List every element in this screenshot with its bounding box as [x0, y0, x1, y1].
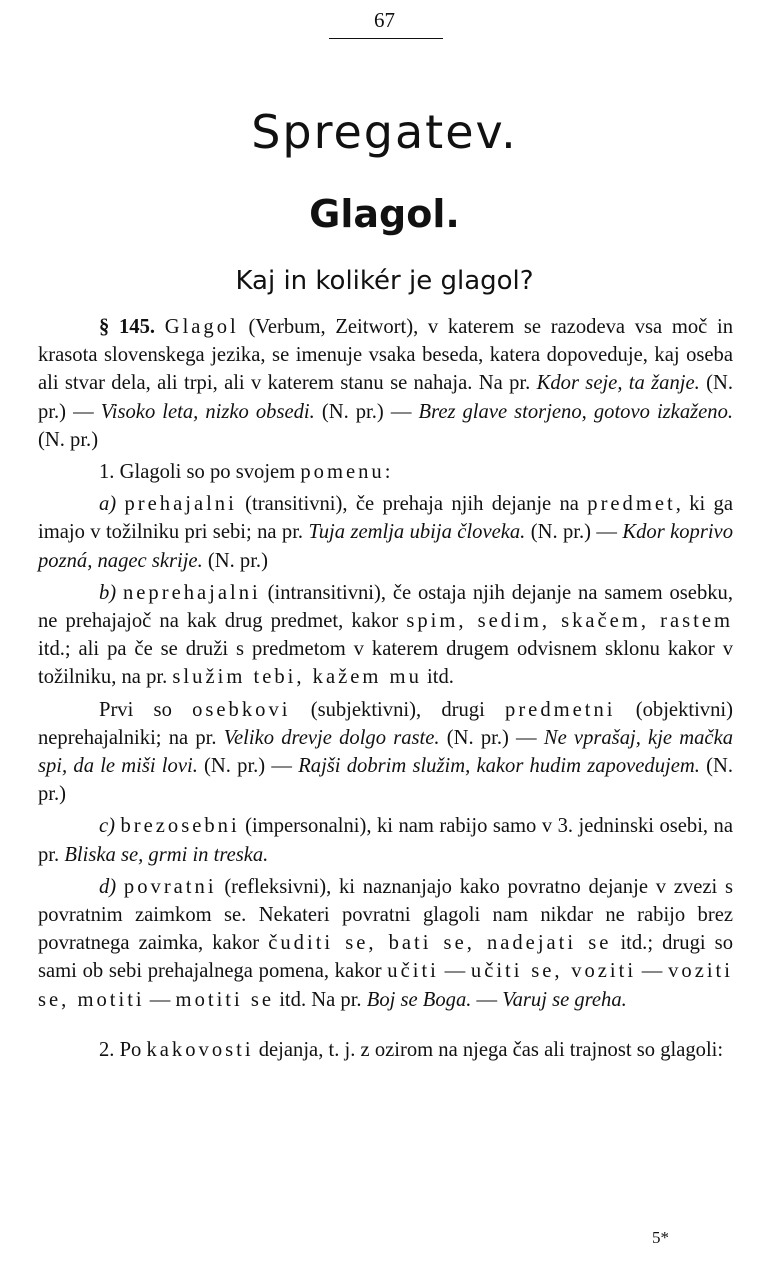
proverb: Veliko drevje dolgo raste. — [223, 726, 440, 749]
paragraph-b — [38, 579, 733, 692]
text-run: (N. pr.) — [38, 755, 733, 806]
example: učiti se, voziti — [470, 960, 637, 983]
text-run: (N. pr.) — — [197, 755, 299, 778]
text-run: (subjektivni), drugi — [290, 698, 506, 721]
term: prehajalni — [124, 493, 237, 516]
text-run: (N. pr.) — — [314, 400, 419, 423]
term: Glagol — [164, 316, 239, 338]
text-run: itd.; ali pa če se druži s predmetom v katerem drugem odvisnem sklonu kakor v tožilniku, na pr. — [38, 638, 733, 689]
proverb: Brez glave storjeno, gotovo izkaženo. — [418, 400, 734, 423]
text-run: , ki ga imajo v tožilniku pri sebi; na pr. — [38, 493, 733, 544]
proverb: Varuj se greha. — [502, 988, 627, 1011]
text-run: Prvi so — [99, 698, 193, 721]
proverb: Tuja zemlja ubija človeka. — [308, 521, 526, 544]
proverb: Ne vprašaj, kje mačka spi, da le miši lovi. — [38, 726, 734, 778]
example: učiti — [387, 960, 439, 983]
text-run — [116, 582, 123, 604]
text-run: : — [384, 461, 391, 484]
term: osebkovi — [192, 698, 291, 721]
example: služim tebi, kažem mu — [172, 666, 422, 689]
example: motiti se — [175, 988, 275, 1011]
term: neprehajalni — [123, 581, 261, 604]
text-run: (impersonalni), ki nam rabijo samo v 3. jedninski osebi, na pr. — [38, 815, 733, 866]
signature-mark: 5* — [652, 1228, 669, 1247]
paragraph-prvi — [38, 696, 733, 809]
text-run: — — [438, 960, 471, 983]
item-letter: c) — [99, 815, 115, 838]
text-run: itd. — [421, 666, 454, 689]
paragraph-a — [38, 490, 733, 575]
term: predmet — [587, 493, 676, 516]
text-run: (objektivni) neprehajalniki; na pr. — [38, 698, 733, 749]
paragraph-c — [38, 812, 733, 868]
text-run: (transitivni), če prehaja njih dejanje na — [236, 493, 588, 516]
text-run: — — [144, 988, 176, 1011]
text-run — [155, 316, 165, 338]
text-run: dejanja, t. j. z ozirom na njega čas ali trajnost so glagoli: — [253, 1038, 724, 1061]
page-number: 67 — [374, 8, 395, 32]
text-run: (N. pr.) — [38, 428, 99, 451]
text-run: (N. pr.) — — [439, 726, 544, 749]
text-run: (intransitivni), če ostaja njih dejanje na samem osebku, ne prehajajoč na kak drug predmet, kakor — [38, 581, 733, 633]
example: voziti se, motiti — [38, 960, 733, 1011]
text-run: (N. pr.) — — [38, 372, 733, 423]
term: povratni — [123, 875, 217, 898]
text-run: (Verbum, Zeitwort), v katerem se razodeva vsa moč in krasota slovenskega jezika, se imenuje vsaka beseda, katera dopoveduje, kaj oseba ali stvar dela, ali trpi, ali v katerem stanu se nahaja. Na pr. — [38, 316, 733, 395]
paragraph-2 — [38, 1036, 733, 1064]
proverb: Boj se Boga. — [366, 988, 472, 1011]
term: predmetni — [505, 698, 616, 721]
example: Bliska se, grmi in treska. — [64, 843, 269, 866]
body-text — [38, 313, 733, 1068]
text-run: (refleksivni), ki naznanjajo kako povratno dejanje v zvezi s povratnim zaimkom se. Nekateri povratni glagoli nam nikdar ne rabijo brez povratnega zaimka, kakor — [38, 875, 733, 955]
paragraph-145 — [38, 313, 733, 454]
proverb: Kdor seje, ta žanje. — [536, 372, 700, 395]
text-run: (N. pr.) — — [525, 521, 623, 544]
paragraph-d — [38, 873, 733, 1014]
text-run — [116, 876, 124, 898]
item-letter: d) — [99, 875, 117, 898]
section-heading: Kaj in kolikér je glagol? — [235, 266, 534, 296]
proverb: Rajši dobrim služim, kakor hudim zapovedujem. — [298, 755, 700, 778]
text-run: 1. Glagoli so po svojem — [99, 461, 301, 484]
term: pomenu — [300, 461, 385, 484]
example: spim, sedim, skačem, rastem — [406, 610, 733, 633]
term: brezosebni — [120, 815, 240, 838]
header-rule — [329, 38, 443, 39]
text-run: 2. Po — [99, 1038, 147, 1061]
text-run: itd.; drugi so sami ob sebi prehajalnega pomena, kakor — [38, 932, 733, 983]
text-run: itd. Na pr. — [274, 988, 367, 1011]
term: kakovosti — [146, 1038, 254, 1061]
item-letter: b) — [99, 581, 117, 604]
section-title: Glagol. — [309, 192, 460, 236]
text-run: (N. pr.) — [202, 549, 268, 572]
example: čuditi se, bati se, nadejati se — [268, 932, 612, 955]
text-run: — — [636, 960, 669, 983]
text-run: — — [471, 988, 503, 1011]
proverb: Visoko leta, nizko obsedi. — [100, 400, 315, 423]
proverb: Kdor koprivo pozná, nagec skrije. — [38, 521, 733, 572]
chapter-title: Spregatev. — [251, 105, 518, 159]
paragraph-1 — [38, 458, 733, 486]
section-number: § 145. — [99, 316, 156, 338]
item-letter: a) — [99, 493, 117, 516]
